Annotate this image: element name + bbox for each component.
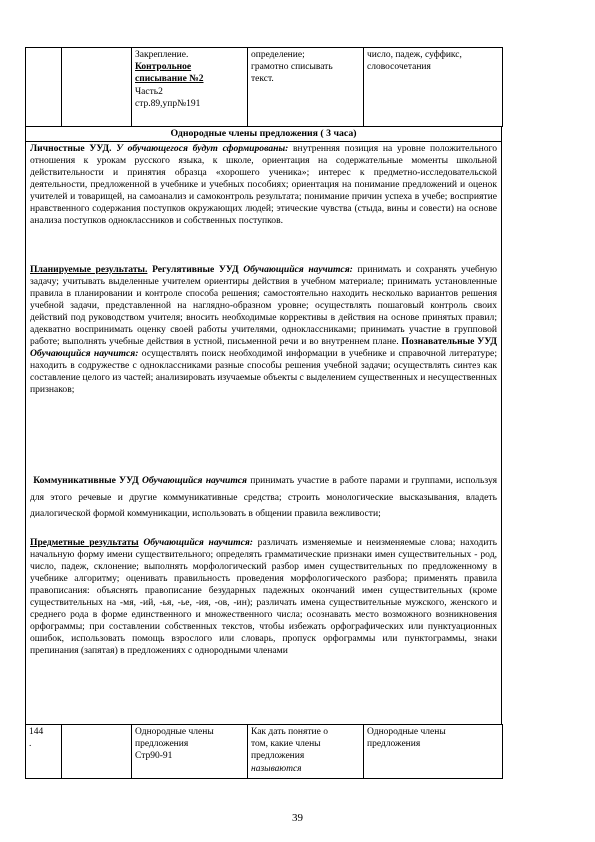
lesson-table-bottom [25, 724, 503, 779]
cell-text: число, падеж, суффикс, [367, 50, 462, 60]
table-cell-concepts [364, 48, 503, 127]
paragraph-lead: Предметные результаты [30, 537, 139, 548]
cell-text: словосочетания [367, 62, 431, 73]
cell-text: Однородные члены [367, 727, 446, 737]
paragraph-lead-italic: Обучающийся научится: [243, 264, 353, 275]
table-cell-date [62, 725, 132, 779]
paragraph-text: принимать и сохранять учебную задачу; учитывать выделенные учителем ориентиры действия в учебном материале; принимать установленные правила в планировании и контроле способа решения; самостоятельно находить несколько вариантов решения учебной задачи, представленной на наглядно-образном уровне; осуществлять пошаговый контроль своих действий под руководством учителя; вносить необходимые коррективы в действия на основе принятых правил; адекватно воспринимать оценку своей работы учителями, одноклассниками; принимать участие в групповой работе; выполнять учебные действия в устной, письменной речи и во внутреннем плане. [30, 264, 497, 348]
paragraph-text: различать изменяемые и неизменяемые слова; находить начальную форму имени существительного; определять грамматические признаки имен существительных - род, число, падеж, склонение; выполнять морфологический разбор имен существительных по предложенному в учебнике алгоритму; оценивать правильность проведения морфологического разбора; применять правила правописания: объяснять правописание безударных падежных окончаний имен существительных (кроме существительных на -мя, -ий, -ья, -ье, -ия, -ов, -ин); различать имена существительные мужского, женского и среднего рода в форме единственного и множественного числа; осознавать место возможного возникновения орфограммы; при составлении собственных текстов, чтобы избежать орфографических или пунктуационных ошибок, использовать помощь взрослого или словарь, пропуск орфограммы или пунктограммы, знаки препинания (запятая) в предложениях с однородными членами [30, 537, 497, 657]
paragraph-lead: Планируемые результаты. [30, 264, 148, 275]
cell-text: 144 [29, 727, 44, 737]
paragraph-lead: Регулятивные УУД [152, 264, 239, 275]
cell-text: стр.89,упр№191 [135, 98, 201, 109]
table-row [26, 725, 503, 779]
cell-text: . [29, 739, 32, 750]
subject-results-paragraph [30, 537, 497, 657]
metasubject-paragraph [30, 264, 497, 397]
paragraph-lead: Познавательные УУД [401, 336, 497, 348]
section-block [25, 126, 502, 724]
divider [26, 141, 501, 142]
table-cell-topic [132, 725, 248, 779]
personal-results-paragraph [30, 143, 497, 227]
table-cell-goals [248, 48, 364, 127]
cell-text: Стр90-91 [135, 751, 173, 762]
table-cell-number [26, 48, 62, 127]
cell-text: том, какие члены [251, 739, 321, 750]
cell-text: предложения [251, 751, 305, 762]
paragraph-lead: Личностные УУД. [30, 143, 112, 154]
cell-text: Закрепление. [135, 50, 189, 60]
table-cell-concepts [364, 725, 503, 779]
cell-text: Однородные члены [135, 727, 214, 737]
paragraph-lead: Коммуникативные УУД [33, 475, 139, 486]
paragraph-lead-italic: У обучающегося будут сформированы: [116, 143, 289, 154]
table-cell-topic [132, 48, 248, 127]
cell-text: Контрольное [135, 62, 192, 73]
cell-text: определение; [251, 50, 305, 60]
paragraph-lead-italic: Обучающийся научится: [143, 537, 253, 548]
communicative-paragraph [30, 473, 497, 523]
cell-text: списывание №2 [135, 74, 204, 85]
cell-text: текст. [251, 74, 274, 85]
cell-text: называются [251, 763, 302, 774]
paragraph-text: принимать участие в работе парами и группами, используя для этого речевые и другие коммуникативные средства; строить монологические высказывания, владеть диалогической формой коммуникации, использовать в общении правила вежливости; [30, 475, 497, 519]
table-cell-number [26, 725, 62, 779]
section-title: Однородные члены предложения ( 3 часа) [170, 128, 357, 139]
cell-text: грамотно списывать [251, 62, 333, 73]
paragraph-lead-italic: Обучающийся научится [141, 475, 247, 486]
paragraph-lead-italic: Обучающийся научится: [30, 348, 139, 360]
paragraph-text: внутренняя позиция на уровне положительного отношения к урокам русского языка, к школе, ориентация на содержательные моменты школьной действительности и принятия образца «хорошего ученика»; интерес к предметно-исследовательской деятельности, предложенной в учебнике и учебных пособиях; ориентация на понимание предложений и оценок учителей и товарищей, на самоанализ и самоконтроль результата; понимание причин успеха в учебе; восприятие нравственного содержания поступков окружающих людей; этические чувства (стыда, вины и совести) на основе анализа поступков одноклассников и собственных поступков. [30, 143, 497, 227]
paragraph-text: осуществлять поиск необходимой информации в учебнике и справочной литературе; находить в содружестве с одноклассниками разные способы решения учебной задачи; осуществлять синтез как составление целого из частей; анализировать изучаемые объекты с выделением существенных и несущественных признаков; [30, 348, 497, 396]
lesson-table-top [25, 47, 503, 127]
cell-text: Как дать понятие о [251, 727, 328, 737]
table-cell-goals [248, 725, 364, 779]
cell-text: предложения [135, 739, 189, 750]
table-cell-date [62, 48, 132, 127]
cell-text: предложения [367, 739, 421, 750]
page-number: 39 [292, 812, 303, 824]
cell-text: Часть2 [135, 86, 163, 97]
table-row [26, 48, 503, 127]
